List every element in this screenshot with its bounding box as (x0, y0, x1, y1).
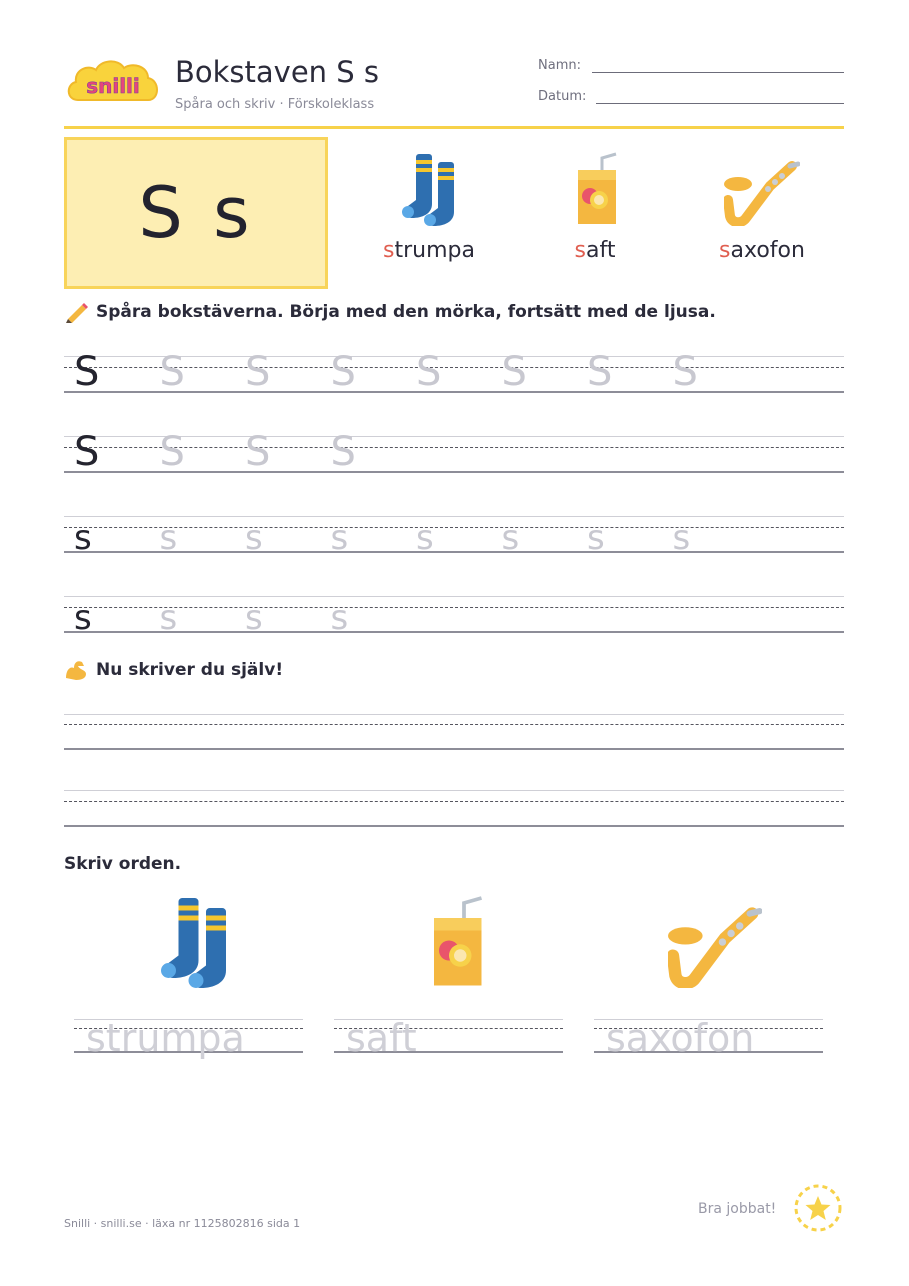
date-field[interactable] (596, 103, 844, 104)
write-instruction: Nu skriver du själv! (96, 660, 284, 680)
trace-letter-guide: s (501, 518, 520, 558)
write-line-top (64, 714, 844, 715)
header-divider (64, 126, 844, 129)
praise-text: Bra jobbat! (698, 1201, 777, 1217)
trace-letter-guide: s (330, 518, 349, 558)
page-subtitle: Spåra och skriv · Förskoleklass (175, 97, 375, 112)
trace-line-base[interactable] (64, 631, 844, 633)
word-trace-saxofon: saxofon (606, 1016, 755, 1060)
trace-letter-guide: s (245, 518, 263, 558)
trace-letter-model: s (74, 518, 92, 558)
trace-letter-guide: s (159, 518, 178, 558)
word-trace-saft: saft (346, 1016, 417, 1060)
write-line-mid (64, 724, 844, 725)
date-label: Datum: (538, 89, 587, 104)
trace-letter-guide: s (159, 598, 178, 638)
write-words-instruction: Skriv orden. (64, 854, 182, 874)
trace-letter-guide: S (672, 349, 698, 395)
star-badge-icon (794, 1184, 842, 1232)
word-label-saft: saft (574, 238, 616, 263)
trace-letter-guide: S (330, 429, 356, 475)
word-label-saxofon: saxofon (719, 238, 805, 263)
name-field[interactable] (592, 72, 844, 73)
word-label-strumpa: strumpa (383, 238, 475, 263)
trace-instruction: Spåra bokstäverna. Börja med den mörka, fortsätt med de ljusa. (96, 302, 716, 322)
logo-text: snilli (86, 74, 140, 98)
trace-letter-guide: S (159, 349, 185, 395)
juice-box-icon (570, 152, 626, 228)
trace-letter-model: S (74, 429, 100, 475)
snilli-logo (64, 56, 162, 112)
write-line-top (64, 790, 844, 791)
trace-letter-guide: S (159, 429, 185, 475)
trace-letter-guide: S (245, 429, 271, 475)
footer-text: Snilli · snilli.se · läxa nr 1125802816 sida 1 (64, 1217, 301, 1230)
trace-letter-guide: s (587, 518, 605, 558)
trace-letter-guide: S (245, 349, 271, 395)
name-label: Namn: (538, 58, 581, 73)
write-line-mid (64, 801, 844, 802)
trace-line-mid (64, 527, 844, 528)
trace-letter-model: s (74, 598, 92, 638)
juice-box-icon (424, 895, 494, 991)
pencil-icon (64, 301, 88, 323)
trace-letter-guide: S (587, 349, 613, 395)
trace-letter-guide: s (245, 598, 263, 638)
write-line-base[interactable] (64, 825, 844, 827)
trace-line-top (64, 596, 844, 597)
trace-line-base[interactable] (64, 551, 844, 553)
flexed-biceps-icon (64, 658, 88, 680)
trace-letter-guide: S (416, 349, 442, 395)
saxophone-icon (724, 160, 800, 226)
trace-letter-guide: s (672, 518, 691, 558)
trace-line-mid (64, 607, 844, 608)
write-line-base[interactable] (64, 748, 844, 750)
trace-line-top (64, 516, 844, 517)
word-trace-strumpa: strumpa (86, 1016, 245, 1060)
trace-letter-guide: S (501, 349, 527, 395)
trace-letter-guide: S (330, 349, 356, 395)
letter-display: S s (138, 172, 254, 254)
socks-icon (398, 152, 462, 228)
socks-icon (156, 895, 236, 991)
trace-letter-model: S (74, 349, 100, 395)
page-title: Bokstaven S s (175, 55, 380, 89)
saxophone-icon (668, 906, 762, 988)
trace-letter-guide: s (330, 598, 349, 638)
trace-letter-guide: s (416, 518, 434, 558)
